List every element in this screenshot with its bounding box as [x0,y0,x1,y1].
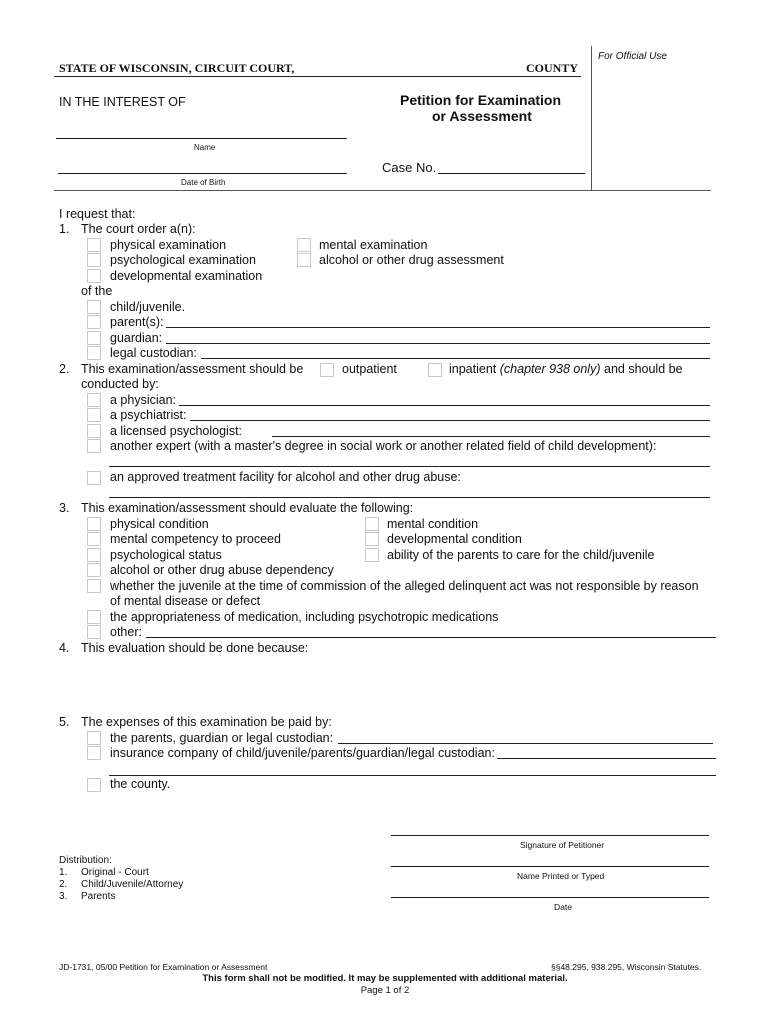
responsibility-label-line1: whether the juvenile at the time of commission of the alleged delinquent act was not responsible by reason [110,579,699,593]
intro-text: I request that: [59,207,136,221]
expert-field[interactable] [109,466,710,467]
date-label: Date [554,902,572,912]
inpatient-label [449,362,683,377]
physician-field[interactable] [179,405,710,406]
guardian-field[interactable] [166,343,710,344]
developmental-condition-checkbox[interactable] [365,532,379,546]
sec4-number: 4. [59,641,70,655]
signature-label: Signature of Petitioner [520,840,605,850]
psychiatrist-field[interactable] [190,420,710,421]
aoda-assessment-checkbox[interactable] [297,253,311,267]
other-field[interactable] [146,637,716,638]
statutes: §§48.295, 938.295, Wisconsin Statutes. [551,962,702,972]
aoda-assessment-label: alcohol or other drug assessment [319,253,504,267]
psychologist-checkbox[interactable] [87,424,101,438]
of-the-label: of the [81,284,113,298]
physician-checkbox[interactable] [87,393,101,407]
county-pay-label: the county. [110,777,171,791]
psych-status-label: psychological status [110,548,222,562]
inpatient-checkbox[interactable] [428,363,442,377]
parents-ability-label: ability of the parents to care for the child/juvenile [387,548,655,562]
insurance-pay-checkbox[interactable] [87,746,101,760]
custodian-field[interactable] [201,358,710,359]
court-heading: STATE OF WISCONSIN, CIRCUIT COURT, [59,61,295,75]
physical-exam-checkbox[interactable] [87,238,101,252]
parents-checkbox[interactable] [87,315,101,329]
date-field[interactable] [391,897,709,898]
other-label: other: [110,625,142,639]
interest-of-label: IN THE INTEREST OF [59,95,186,109]
sec2-text: This examination/assessment should be [81,362,304,376]
mental-condition-checkbox[interactable] [365,517,379,531]
outpatient-checkbox[interactable] [320,363,334,377]
other-checkbox[interactable] [87,625,101,639]
form-title-line2: or Assessment [432,108,532,124]
custodian-checkbox[interactable] [87,346,101,360]
parents-pay-checkbox[interactable] [87,731,101,745]
psychologist-field[interactable] [272,436,710,437]
signature-field[interactable] [391,835,709,836]
aoda-dependency-checkbox[interactable] [87,563,101,577]
parents-pay-field[interactable] [338,743,713,744]
outpatient-label: outpatient [342,362,397,376]
developmental-exam-label: developmental examination [110,269,263,283]
psychological-exam-checkbox[interactable] [87,253,101,267]
facility-field[interactable] [109,497,710,498]
and-should-text: and should be [604,362,683,376]
facility-label: an approved treatment facility for alcohol and other drug abuse: [110,470,461,484]
competency-checkbox[interactable] [87,532,101,546]
developmental-condition-label: developmental condition [387,532,522,546]
responsibility-checkbox[interactable] [87,579,101,593]
county-pay-checkbox[interactable] [87,778,101,792]
mental-condition-label: mental condition [387,517,479,531]
competency-label: mental competency to proceed [110,532,281,546]
psychiatrist-checkbox[interactable] [87,408,101,422]
name-field[interactable] [56,138,347,139]
insurance-pay-field-2[interactable] [109,775,716,776]
distribution-heading: Distribution: [59,855,112,866]
distribution-item-num: 1. [59,867,68,878]
psychologist-label: a licensed psychologist: [110,424,243,438]
parents-label: parent(s): [110,315,164,329]
case-no-label: Case No. [382,160,437,175]
distribution-item-text: Child/Juvenile/Attorney [81,879,184,890]
custodian-label: legal custodian: [110,346,197,360]
sec3-number: 3. [59,501,70,515]
sec3-text: This examination/assessment should evaluate the following: [81,501,414,515]
mental-exam-label: mental examination [319,238,428,252]
distribution-item-num: 2. [59,879,68,890]
psych-status-checkbox[interactable] [87,548,101,562]
official-use-label: For Official Use [598,51,667,62]
inpatient-text: inpatient [449,362,497,376]
physician-label: a physician: [110,393,177,407]
sec1-text: The court order a(n): [81,222,196,236]
name-label: Name [194,143,216,152]
county-line [54,76,581,77]
guardian-checkbox[interactable] [87,331,101,345]
physical-condition-checkbox[interactable] [87,517,101,531]
dob-field[interactable] [58,173,347,174]
expert-checkbox[interactable] [87,439,101,453]
sec5-number: 5. [59,715,70,729]
county-label: COUNTY [526,61,579,75]
aoda-dependency-label: alcohol or other drug abuse dependency [110,563,334,577]
medication-label: the appropriateness of medication, including psychotropic medications [110,610,499,624]
physical-condition-label: physical condition [110,517,209,531]
psychiatrist-label: a psychiatrist: [110,408,187,422]
guardian-label: guardian: [110,331,163,345]
sec2-number: 2. [59,362,70,376]
expert-label: another expert (with a master's degree in social work or another related field of child development): [110,439,657,453]
responsibility-label-line2: of mental disease or defect [110,594,261,608]
medication-checkbox[interactable] [87,610,101,624]
footer-notice: This form shall not be modified. It may be supplemented with additional material. [202,973,568,984]
official-use-divider [591,46,592,191]
parents-ability-checkbox[interactable] [365,548,379,562]
physical-exam-label: physical examination [110,238,227,252]
child-label: child/juvenile. [110,300,186,314]
reason-textarea[interactable] [81,658,711,710]
distribution-item-text: Parents [81,891,116,902]
developmental-exam-checkbox[interactable] [87,269,101,283]
mental-exam-checkbox[interactable] [297,238,311,252]
parents-pay-label: the parents, guardian or legal custodian: [110,731,334,745]
parents-field[interactable] [166,327,710,328]
case-no-field[interactable] [438,173,585,174]
dob-label: Date of Birth [181,178,226,187]
child-checkbox[interactable] [87,300,101,314]
distribution-item-num: 3. [59,891,68,902]
form-id: JD-1731, 05/00 Petition for Examination or Assessment [59,962,268,972]
distribution-item-text: Original - Court [81,867,149,878]
psychological-exam-label: psychological examination [110,253,256,267]
inpatient-note: (chapter 938 only) [499,362,601,376]
sec1-number: 1. [59,222,70,236]
name-printed-field[interactable] [391,866,709,867]
header-bottom-rule [54,190,711,191]
insurance-pay-field[interactable] [497,758,716,759]
sec4-text: This evaluation should be done because: [81,641,309,655]
name-printed-label: Name Printed or Typed [517,871,605,881]
facility-checkbox[interactable] [87,471,101,485]
insurance-pay-label: insurance company of child/juvenile/parents/guardian/legal custodian: [110,746,495,760]
conducted-by-label: conducted by: [81,377,159,391]
page-number: Page 1 of 2 [360,985,410,996]
sec5-text: The expenses of this examination be paid by: [81,715,332,729]
form-title-line1: Petition for Examination [400,92,562,108]
